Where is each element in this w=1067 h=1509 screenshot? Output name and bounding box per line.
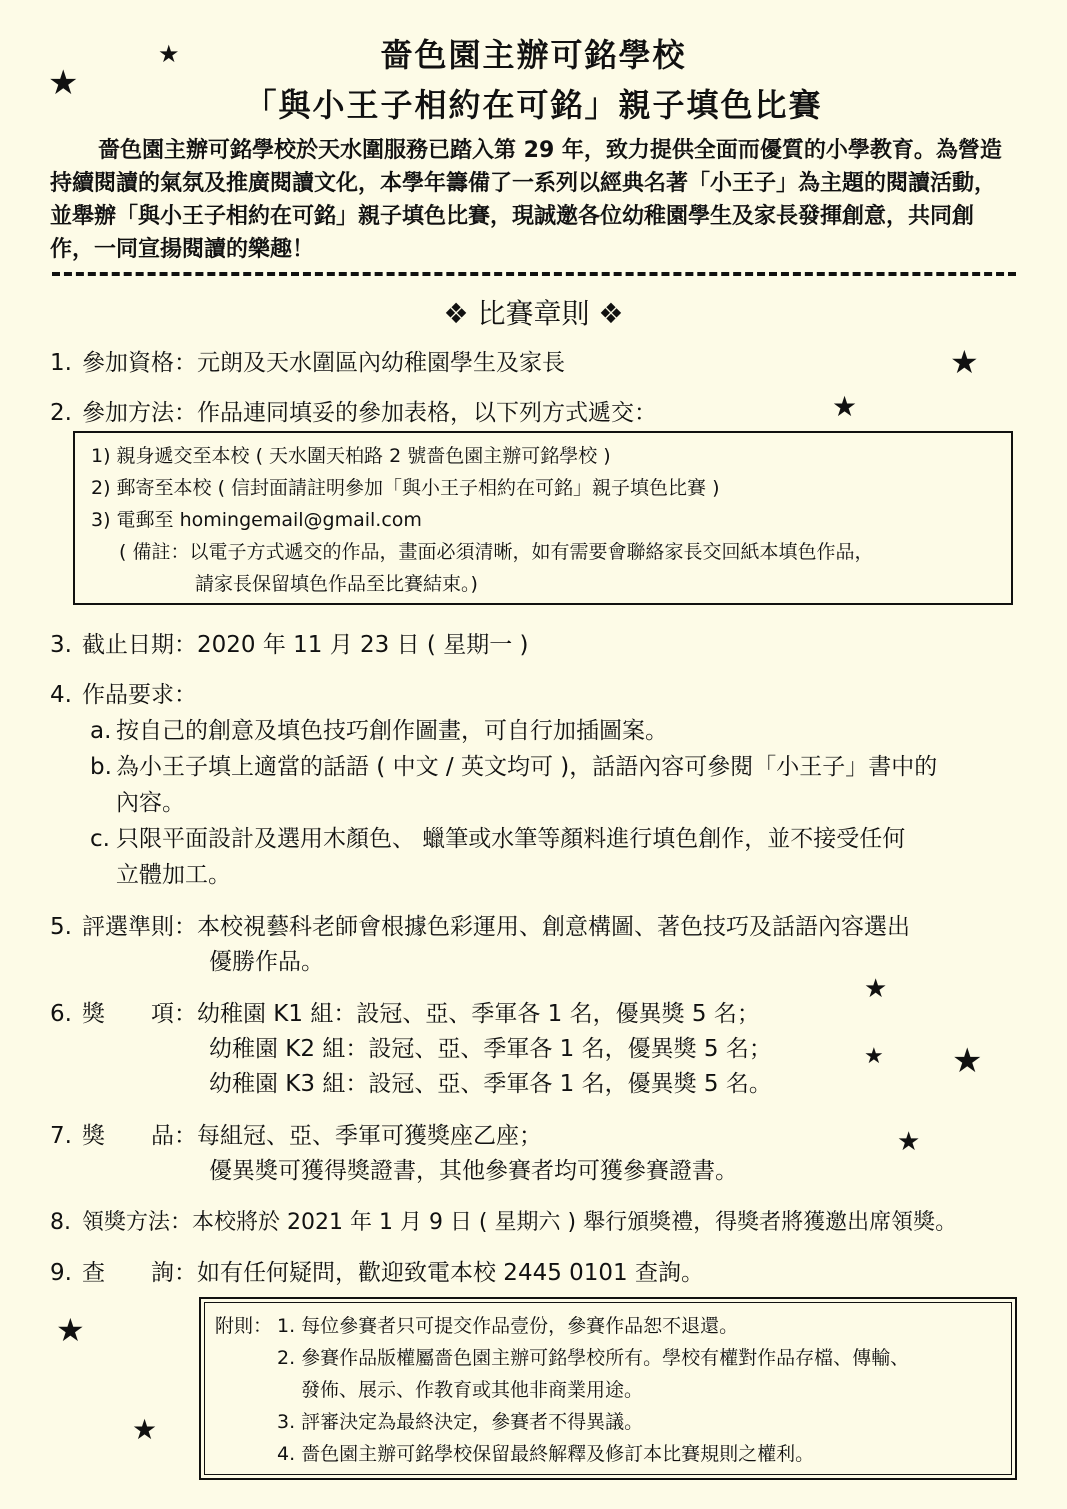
rule-number: 5. <box>50 914 72 940</box>
rule-2 <box>50 396 1020 431</box>
appendix-item-3: 3. 評審決定為最終決定，參賽者不得異議。 <box>277 1411 644 1433</box>
rule-text: 參加資格：元朗及天水圍區內幼稚園學生及家長 <box>82 350 565 376</box>
intro-paragraph <box>50 134 1016 266</box>
method-mail: 2) 郵寄至本校 ( 信封面請註明參加「與小王子相約在可銘」親子填色比賽 ) <box>91 477 720 499</box>
sub-text-continued: 內容。 <box>116 790 185 816</box>
rule-number: 1. <box>50 350 72 376</box>
method-note-continued: 請家長保留填色作品至比賽結束。) <box>195 573 478 595</box>
page-subtitle: 「與小王子相約在可銘」親子填色比賽 <box>244 86 823 124</box>
rule-number: 7. <box>50 1123 72 1149</box>
rule-label: 獎 項： <box>82 1001 197 1027</box>
appendix-item-2: 2. 參賽作品版權屬嗇色園主辦可銘學校所有。學校有權對作品存檔、傳輸、 <box>277 1347 910 1369</box>
star-icon: ★ <box>864 974 888 1004</box>
star-icon: ★ <box>832 390 858 423</box>
star-icon: ★ <box>48 63 79 103</box>
star-icon: ★ <box>952 1041 983 1081</box>
rule-text: 截止日期：2020 年 11 月 23 日 ( 星期一 ) <box>82 632 529 658</box>
rule-4 <box>50 678 1020 713</box>
rule-text: 參加方法：作品連同填妥的參加表格，以下列方式遞交： <box>82 400 657 426</box>
method-note: ( 備註：以電子方式遞交的作品，畫面必須清晰，如有需要會聯絡家長交回紙本填色作品， <box>119 541 874 563</box>
rule-9 <box>50 1256 1020 1291</box>
rule-number: 9. <box>50 1260 72 1286</box>
rule-number: 3. <box>50 632 72 658</box>
prize-line-1: 每組冠、亞、季軍可獲獎座乙座； <box>197 1123 542 1149</box>
star-icon: ★ <box>132 1413 158 1446</box>
sub-text: 按自己的創意及填色技巧創作圖畫，可自行加插圖案。 <box>116 718 668 744</box>
rule-7 <box>50 1119 1020 1157</box>
appendix-item-2-continued: 發佈、展示、作教育或其他非商業用途。 <box>301 1379 644 1401</box>
appendix-item-4: 4. 嗇色園主辦可銘學校保留最終解釋及修訂本比賽規則之權利。 <box>277 1443 815 1465</box>
rule-number: 2. <box>50 400 72 426</box>
rule-5 <box>50 910 1020 945</box>
sub-text: 只限平面設計及選用木顏色、 蠟筆或水筆等顏料進行填色創作，並不接受任何 <box>116 826 906 852</box>
rule-number: 8. <box>50 1210 71 1235</box>
award-k3: 幼稚園 K3 組：設冠、亞、季軍各 1 名，優異獎 5 名。 <box>209 1071 772 1097</box>
submission-methods-box <box>73 431 1013 605</box>
appendix-label: 附則： <box>215 1315 273 1337</box>
star-icon: ★ <box>56 1311 85 1349</box>
intro-text: 嗇色園主辦可銘學校於天水圍服務已踏入第 29 年，致力提供全面而優質的小學教育。為營造持續閱讀的氣氛及推廣閱讀文化，本學年籌備了一系列以經典名著「小王子」為主題的閱讀活動，並舉辦「與小王子相約在可銘」親子填色比賽，現誠邀各位幼稚園學生及家長發揮創意，共同創作，一同宣揚閱讀的樂趣！ <box>50 138 1002 262</box>
rule-text: 查 詢：如有任何疑問，歡迎致電本校 2445 0101 查詢。 <box>82 1260 704 1286</box>
rule-1 <box>50 343 1020 381</box>
section-title: ❖ 比賽章則 ❖ <box>443 297 624 330</box>
sub-text-continued: 立體加工。 <box>116 862 231 888</box>
rule-number: 4. <box>50 682 72 708</box>
rule-6 <box>50 997 1020 1032</box>
appendix-box <box>199 1297 1017 1480</box>
method-email: 3) 電郵至 homingemail@gmail.com <box>91 509 422 531</box>
rule-4b <box>90 749 1015 821</box>
rule-text: 評選準則：本校視藝科老師會根據色彩運用、創意構圖、著色技巧及話語內容選出 <box>82 914 910 940</box>
page-title: 嗇色園主辦可銘學校 <box>380 36 687 74</box>
rule-4a <box>90 713 1015 749</box>
dashed-divider <box>52 272 1016 276</box>
sub-label: c. <box>90 826 110 852</box>
star-icon: ★ <box>864 1044 884 1069</box>
award-k2: 幼稚園 K2 組：設冠、亞、季軍各 1 名，優異獎 5 名； <box>209 1036 772 1062</box>
rule-text: 領獎方法：本校將於 2021 年 1 月 9 日 ( 星期六 ) 舉行頒獎禮，得獎者將獲邀出席領獎。 <box>82 1210 958 1235</box>
prize-line-2: 優異獎可獲得獎證書，其他參賽者均可獲參賽證書。 <box>209 1158 738 1184</box>
sub-label: b. <box>90 754 112 780</box>
rule-number: 6. <box>50 1001 72 1027</box>
rule-label: 獎 品： <box>82 1123 197 1149</box>
rule-4c <box>90 821 1015 893</box>
star-icon: ★ <box>950 343 979 381</box>
appendix-item-1: 1. 每位參賽者只可提交作品壹份，參賽作品恕不退還。 <box>277 1315 739 1337</box>
sub-text: 為小王子填上適當的話語 ( 中文 / 英文均可 )，話語內容可參閱「小王子」書中的 <box>116 754 938 780</box>
star-icon: ★ <box>897 1127 921 1157</box>
sub-label: a. <box>90 718 112 744</box>
rule-3 <box>50 628 1020 663</box>
star-icon: ★ <box>158 40 180 68</box>
rule-5-continued: 優勝作品。 <box>209 949 324 975</box>
rule-8 <box>50 1205 1020 1240</box>
rule-text: 作品要求： <box>82 682 197 708</box>
method-in-person: 1) 親身遞交至本校 ( 天水圍天柏路 2 號嗇色園主辦可銘學校 ) <box>91 445 611 467</box>
award-k1: 幼稚園 K1 組：設冠、亞、季軍各 1 名，優異獎 5 名； <box>197 1001 760 1027</box>
